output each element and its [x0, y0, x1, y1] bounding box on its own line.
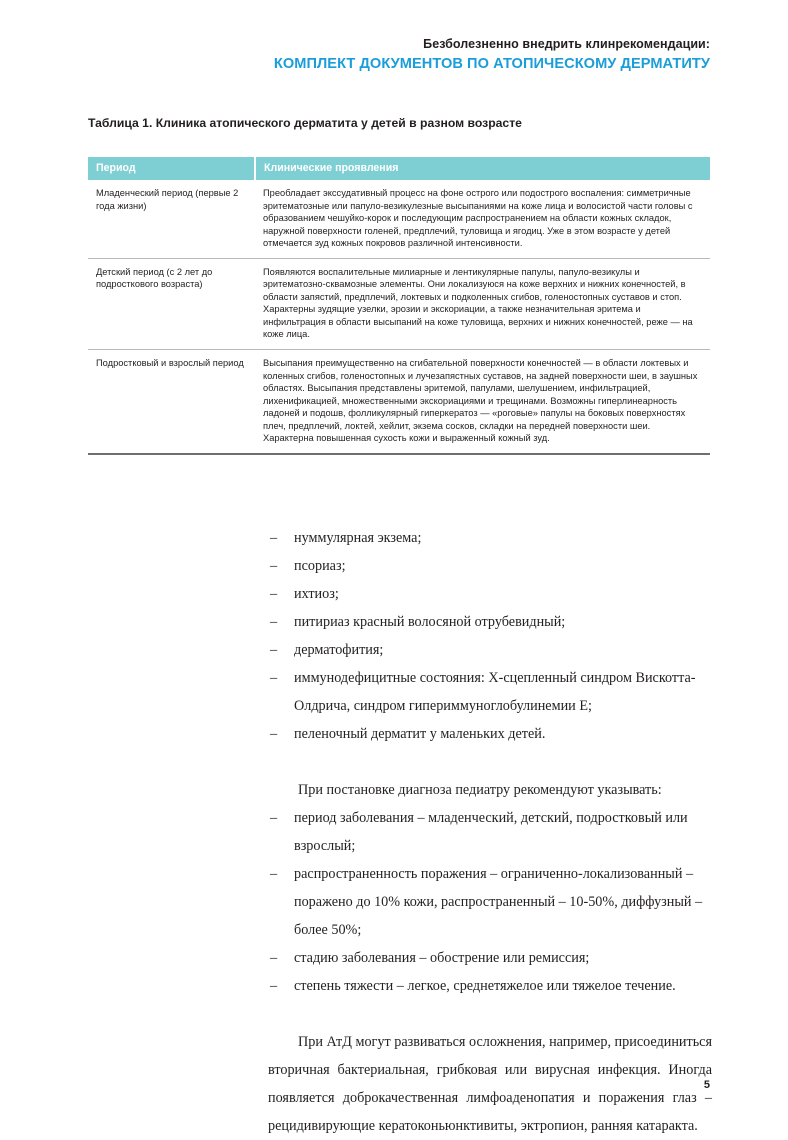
list-item [268, 608, 712, 636]
list-item-label: иммунодефицитные состояния: Х-сцепленный синдром Вискотта-Олдрича, синдром гипериммуноглобулинемии Е; [294, 670, 696, 714]
table-head [88, 157, 710, 180]
list-item-label: питириаз красный волосяной отрубевидный; [294, 614, 566, 630]
table-header-row [88, 157, 710, 180]
list-item [268, 580, 712, 608]
cell-manifestations: Преобладает экссудативный процесс на фоне острого или подострого воспаления: симметричные эритематозные или папуло-везикулезные высыпаниями на коже лица и волосистой части головы с образованием чешуйко-корок и последующим распространением на области кожных складок, наружной поверхности голеней, предплечий, туловища и ягодиц. Уже в этом возрасте у детей отмечается зуд кожных покровов различной интенсивности. [255, 180, 710, 258]
list-item-label: дерматофития; [294, 642, 384, 658]
column-header-manifestations: Клинические проявления [255, 157, 710, 180]
list-dash-icon: – [270, 866, 278, 882]
list-item [268, 552, 712, 580]
column-header-period: Период [88, 157, 255, 180]
diagnosis-detail-list [268, 804, 712, 1000]
list-dash-icon: – [270, 950, 278, 966]
list-item [268, 972, 712, 1000]
cell-manifestations: Появляются воспалительные милиарные и лентикулярные папулы, папуло-везикулы и эритематозно-сквамозные элементы. Они локализуюся на коже верхних и нижних конечностей, в области запястий, предплечий, локтевых и подколенных сгибов, голеностопных суставов и стоп. Характерны зудящие узелки, эрозии и экскориации, а также незначительная эритема и инфильтрация в области высыпаний на коже туловища, верхних и нижних конечностей, реже — на коже лица. [255, 258, 710, 349]
cell-period: Младенческий период (первые 2 года жизни) [88, 180, 255, 258]
header-title: КОМПЛЕКТ ДОКУМЕНТОВ ПО АТОПИЧЕСКОМУ ДЕРМАТИТУ [273, 56, 710, 72]
list-item-label: нуммулярная экзема; [294, 530, 422, 546]
table-row [88, 180, 710, 258]
list-item [268, 524, 712, 552]
spacer [268, 748, 712, 776]
clinical-table [88, 157, 710, 455]
table-row [88, 350, 710, 454]
page-number: 5 [703, 1079, 710, 1091]
list-item-label: распространенность поражения – ограниченно-локализованный – поражено до 10% кожи, распространенный – 10-50%, диффузный – более 50%; [294, 866, 703, 938]
table-row [88, 258, 710, 349]
cell-manifestations: Высыпания преимущественно на сгибательной поверхности конечностей — в области локтевых и коленных сгибов, голеностопных и лучезапястных суставов, на задней поверхности шеи, в заушных областях. Высыпания представлены эритемой, папулами, шелушением, инфильтрацией, лихенификацией, множественными экскориациями и трещинами. Возможны гиперлинеарность ладоней и подошв, фолликулярный гиперкератоз — «роговые» папулы на боковых поверхностях плеч, предплечий, локтей, хейлит, экзема сосков, складки на передней поверхности шеи. Характерна повышенная сухость кожи и выраженный кожный зуд. [255, 350, 710, 454]
list-item-label: пеленочный дерматит у маленьких детей. [294, 726, 546, 742]
spacer [268, 1000, 712, 1028]
list-dash-icon: – [270, 530, 278, 546]
list-item [268, 944, 712, 972]
list-item-label: степень тяжести – легкое, среднетяжелое или тяжелое течение. [294, 978, 676, 994]
list-dash-icon: – [270, 670, 278, 686]
list-dash-icon: – [270, 614, 278, 630]
differential-diagnosis-list [268, 524, 712, 748]
list-item [268, 720, 712, 748]
list-item [268, 860, 712, 944]
table-caption: Таблица 1. Клиника атопического дерматита у детей в разном возрасте [88, 116, 522, 130]
list-item-label: стадию заболевания – обострение или ремиссия; [294, 950, 590, 966]
document-header [88, 36, 710, 74]
list-dash-icon: – [270, 558, 278, 574]
list-item-label: ихтиоз; [294, 586, 339, 602]
paragraph-diagnosis-intro: При постановке диагноза педиатру рекомендуют указывать: [298, 782, 662, 798]
cell-period: Подростковый и взрослый период [88, 350, 255, 454]
list-item-label: период заболевания – младенческий, детский, подростковый или взрослый; [294, 810, 688, 854]
list-dash-icon: – [270, 978, 278, 994]
list-dash-icon: – [270, 586, 278, 602]
list-dash-icon: – [270, 810, 278, 826]
header-subtitle: Безболезненно внедрить клинрекомендации: [423, 37, 710, 51]
list-item [268, 636, 712, 664]
body-content [268, 524, 712, 1140]
list-item-label: псориаз; [294, 558, 346, 574]
list-dash-icon: – [270, 642, 278, 658]
list-item [268, 804, 712, 860]
list-item [268, 664, 712, 720]
list-dash-icon: – [270, 726, 278, 742]
table-body [88, 180, 710, 454]
cell-period: Детский период (с 2 лет до подросткового возраста) [88, 258, 255, 349]
paragraph-complications: При АтД могут развиваться осложнения, например, присоединиться вторичная бактериальная, грибковая или вирусная инфекция. Иногда появляется доброкачественная лимфоаденопатия и поражения глаз – рецидивирующие кератоконьюнктивиты, эктропион, ранняя катаракта. [268, 1034, 712, 1134]
